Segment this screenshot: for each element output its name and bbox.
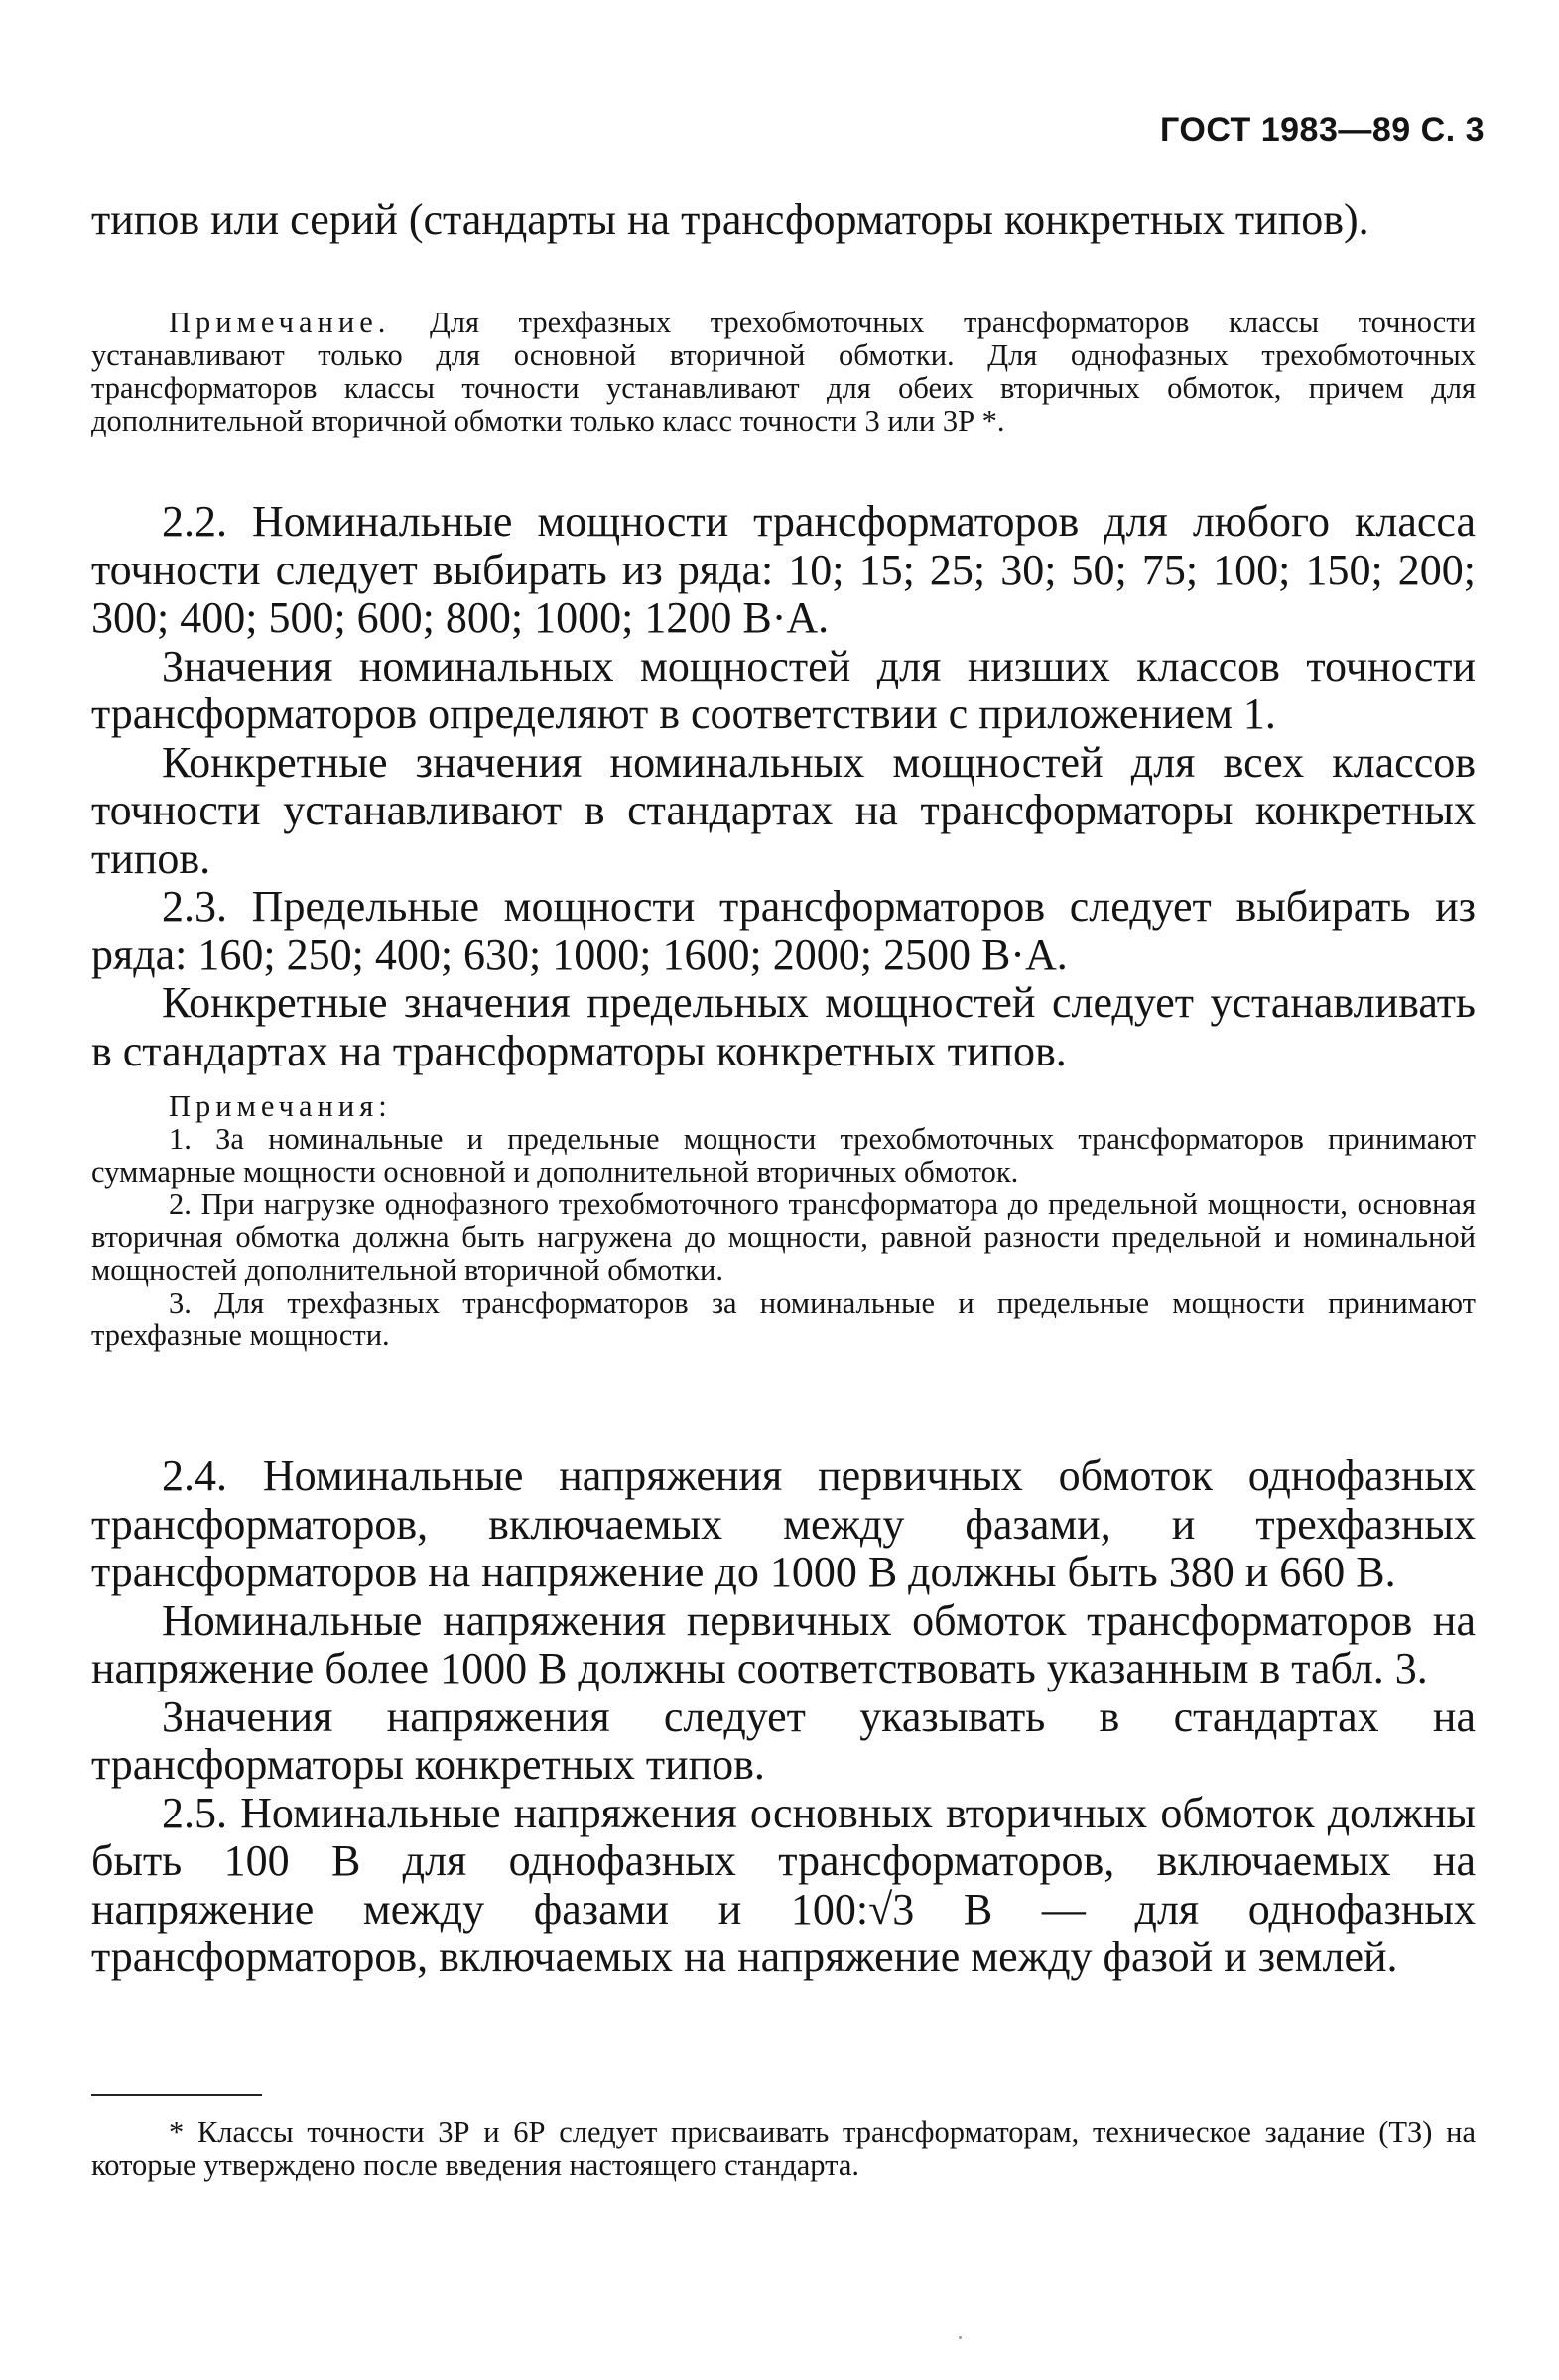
continuation-paragraph: типов или серий (стандарты на трансформаторы конкретных типов). [91,195,1369,244]
note-label: Примечание. [169,306,391,339]
notes-label: Примечания: [169,1089,392,1123]
note-block [91,307,1476,438]
clause-2-4: 2.4. Номинальные напряжения первичных обмоток однофазных трансформаторов, включаемых между фазами, и трехфазных трансформаторов на напряжение до 1000 В должны быть 380 и 660 В. [91,1451,1476,1596]
note-paragraph [91,307,1476,438]
footnote [91,2116,1476,2182]
note-item-1: 1. За номинальные и предельные мощности трехобмоточных трансформаторов принимают суммарные мощности основной и дополнительной вторичных обмоток. [91,1122,1476,1189]
scan-speck [959,2336,962,2339]
footnote-text: * Классы точности 3Р и 6Р следует присваивать трансформаторам, техническое задание (ТЗ) на которые утверждено после введения настоящего стандарта. [91,2115,1476,2182]
note-text: Для трехфазных трехобмоточных трансформаторов классы точности устанавливают только для основной вторичной обмотки. Для однофазных трехобмоточных трансформаторов классы точности устанавливают для обеих вторичных обмоток, причем для дополнительной вторичной обмотки только класс точности 3 или 3Р *. [91,306,1476,438]
section-2-2 [91,498,1476,1075]
note-item-3: 3. Для трехфазных трансформаторов за номинальные и предельные мощности принимают трехфазные мощности. [91,1286,1476,1352]
clause-2-3: 2.3. Предельные мощности трансформаторов следует выбирать из ряда: 160; 250; 400; 630; 1000; 1600; 2000; 2500 В·А. [91,882,1476,979]
clause-2-2: 2.2. Номинальные мощности трансформаторов для любого класса точности следует выбирать из ряда: 10; 15; 25; 30; 50; 75; 100; 150; 200; 300; 400; 500; 600; 800; 1000; 1200 В·А. [91,497,1476,642]
note-item-2: 2. При нагрузке однофазного трехобмоточного трансформатора до предельной мощности, основная вторичная обмотка должна быть нагружена до мощности, равной разности предельной и номинальной мощностей дополнительной вторичной обмотки. [91,1188,1476,1287]
clause-2-4-paragraph-2: Номинальные напряжения первичных обмоток трансформаторов на напряжение более 1000 В должны соответствовать указанным в табл. 3. [91,1595,1476,1692]
section-2-4 [91,1452,1476,1982]
clause-2-2-paragraph-3: Конкретные значения номинальных мощностей для всех классов точности устанавливают в стандартах на трансформаторы конкретных типов. [91,737,1476,883]
clause-2-3-paragraph-2: Конкретные значения предельных мощностей следует устанавливать в стандартах на трансформаторы конкретных типов. [91,978,1476,1075]
notes-block [91,1090,1476,1352]
clause-2-5: 2.5. Номинальные напряжения основных вторичных обмоток должны быть 100 В для однофазных трансформаторов, включаемых на напряжение между фазами и 100:√3 В — для однофазных трансформаторов, включаемых на напряжение между фазой и землей. [91,1788,1476,1981]
clause-2-4-paragraph-3: Значения напряжения следует указывать в стандартах на трансформаторы конкретных типов. [91,1691,1476,1789]
footnote-divider [91,2094,262,2096]
clause-2-2-paragraph-2: Значения номинальных мощностей для низших классов точности трансформаторов определяют в соответствии с приложением 1. [91,641,1476,738]
page-header: ГОСТ 1983—89 С. 3 [1160,111,1485,149]
